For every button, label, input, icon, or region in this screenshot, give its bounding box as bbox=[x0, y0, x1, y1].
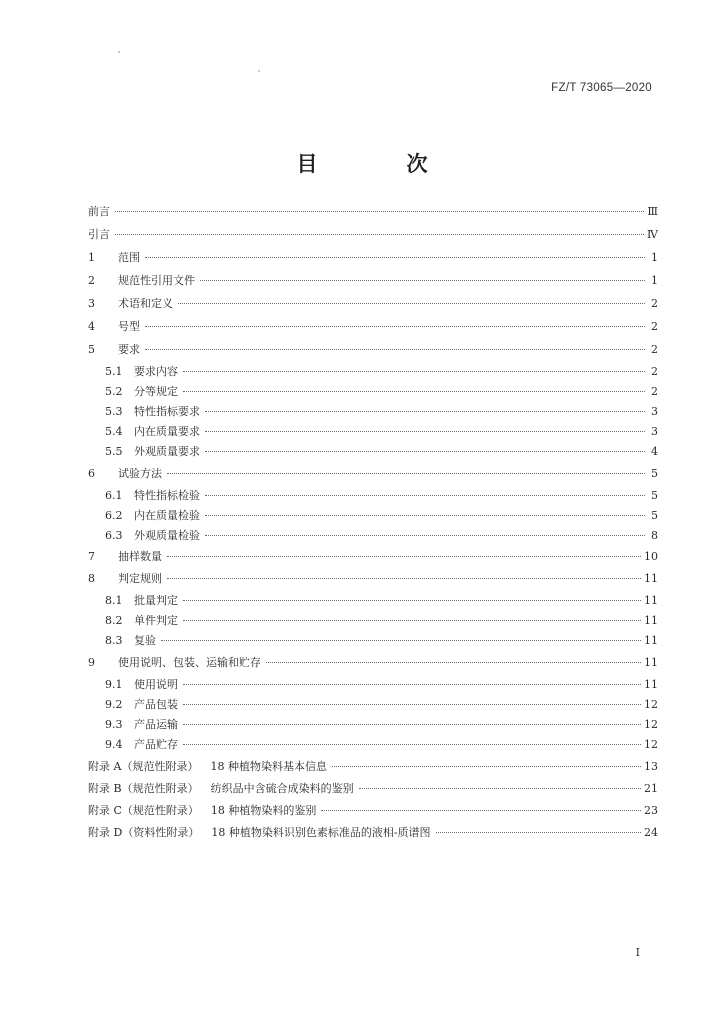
toc-entry[interactable] bbox=[88, 318, 658, 336]
toc-entry-number: 9.1 bbox=[105, 678, 123, 691]
dot-leader bbox=[145, 256, 645, 258]
toc-entry-title: 内在质量要求 bbox=[134, 425, 200, 438]
toc-entry-number: 8.2 bbox=[105, 614, 123, 627]
toc-entry-title: 批量判定 bbox=[134, 594, 178, 607]
toc-entry-number: 6 bbox=[88, 467, 95, 480]
toc-entry[interactable] bbox=[88, 487, 658, 505]
toc-entry-title: 术语和定义 bbox=[118, 297, 173, 310]
toc-entry-title: 使用说明 bbox=[134, 678, 178, 691]
toc-entry-title: 外观质量检验 bbox=[134, 529, 200, 542]
toc-entry-page: 11 bbox=[644, 634, 658, 647]
toc-entry-label bbox=[88, 403, 202, 421]
toc-entry-page: 11 bbox=[644, 678, 658, 691]
dot-leader bbox=[183, 743, 641, 745]
dot-leader bbox=[205, 430, 645, 432]
toc-entry-number: 6.1 bbox=[105, 489, 123, 502]
toc-entry-number: 8.3 bbox=[105, 634, 123, 647]
toc-entry-page: 11 bbox=[644, 594, 658, 607]
dot-leader bbox=[183, 599, 641, 601]
toc-entry[interactable] bbox=[88, 465, 658, 483]
toc-entry-title: 单件判定 bbox=[134, 614, 178, 627]
toc-entry[interactable] bbox=[88, 592, 658, 610]
toc-entry-page: 2 bbox=[651, 297, 658, 310]
toc-entry-number: 附录 D（资料性附录） bbox=[88, 826, 200, 839]
toc-entry[interactable] bbox=[88, 403, 658, 421]
toc-entry[interactable] bbox=[88, 272, 658, 290]
toc-entry-label bbox=[88, 592, 180, 610]
toc-entry-title: 前言 bbox=[88, 205, 110, 218]
scan-speck bbox=[258, 70, 260, 72]
toc-entry[interactable] bbox=[88, 203, 658, 221]
toc-entry-label bbox=[88, 272, 197, 290]
toc-entry-page: 2 bbox=[651, 385, 658, 398]
toc-entry-page: 3 bbox=[651, 405, 658, 418]
toc-entry[interactable] bbox=[88, 341, 658, 359]
toc-entry-title: 复验 bbox=[134, 634, 156, 647]
toc-entry-number: 附录 A（规范性附录） bbox=[88, 760, 199, 773]
toc-entry-number: 8 bbox=[88, 572, 95, 585]
toc-entry-title: 分等规定 bbox=[134, 385, 178, 398]
page-title: 目 次 bbox=[296, 151, 462, 176]
toc-entry-page: 1 bbox=[651, 274, 658, 287]
dot-leader bbox=[167, 577, 641, 579]
toc-entry[interactable] bbox=[88, 758, 658, 776]
toc-entry-page: 24 bbox=[644, 826, 658, 839]
toc-entry-number: 5.4 bbox=[105, 425, 123, 438]
toc-entry[interactable] bbox=[88, 612, 658, 630]
toc-entry-page: Ⅲ bbox=[647, 205, 658, 218]
toc-entry-number: 7 bbox=[88, 550, 95, 563]
toc-entry[interactable] bbox=[88, 295, 658, 313]
dot-leader bbox=[115, 210, 644, 212]
toc-entry-page: 5 bbox=[651, 509, 658, 522]
toc-entry[interactable] bbox=[88, 443, 658, 461]
dot-leader bbox=[205, 450, 645, 452]
toc-entry-number: 9 bbox=[88, 656, 95, 669]
dot-leader bbox=[183, 723, 641, 725]
toc-entry-label bbox=[88, 527, 202, 545]
toc-entry-label bbox=[88, 203, 112, 221]
toc-entry-title: 产品贮存 bbox=[134, 738, 178, 751]
toc-entry[interactable] bbox=[88, 383, 658, 401]
toc-entry-title: 号型 bbox=[118, 320, 140, 333]
toc-entry-page: 8 bbox=[651, 529, 658, 542]
toc-entry-title: 内在质量检验 bbox=[134, 509, 200, 522]
toc-entry-page: 1 bbox=[651, 251, 658, 264]
toc-entry-number: 5.3 bbox=[105, 405, 123, 418]
toc-entry-label bbox=[88, 570, 164, 588]
toc-entry[interactable] bbox=[88, 654, 658, 672]
toc-entry-label bbox=[88, 824, 433, 842]
toc-entry-page: 12 bbox=[644, 698, 658, 711]
toc-entry-label bbox=[88, 758, 329, 776]
toc-entry-title: 要求内容 bbox=[134, 365, 178, 378]
toc-entry-title: 特性指标检验 bbox=[134, 489, 200, 502]
dot-leader bbox=[205, 494, 645, 496]
toc-entry-label bbox=[88, 226, 112, 244]
toc-entry-page: 2 bbox=[651, 320, 658, 333]
toc-entry-title: 18 种植物染料的鉴别 bbox=[210, 804, 317, 817]
toc-entry-page: 2 bbox=[651, 365, 658, 378]
toc-entry[interactable] bbox=[88, 548, 658, 566]
toc-entry-label bbox=[88, 676, 180, 694]
toc-entry-title: 要求 bbox=[118, 343, 140, 356]
toc-entry[interactable] bbox=[88, 570, 658, 588]
toc-entry-page: 23 bbox=[644, 804, 658, 817]
toc-entry-label bbox=[88, 632, 158, 650]
toc-entry[interactable] bbox=[88, 363, 658, 381]
dot-leader bbox=[205, 410, 645, 412]
toc-entry-title: 18 种植物染料基本信息 bbox=[210, 760, 327, 773]
toc-entry[interactable] bbox=[88, 696, 658, 714]
toc-entry-number: 8.1 bbox=[105, 594, 123, 607]
standard-code: FZ/T 73065—2020 bbox=[551, 82, 652, 94]
dot-leader bbox=[145, 348, 645, 350]
toc-entry-title: 产品包装 bbox=[134, 698, 178, 711]
toc-entry[interactable] bbox=[88, 249, 658, 267]
toc-entry-page: Ⅳ bbox=[647, 228, 658, 241]
toc-entry-label bbox=[88, 341, 142, 359]
page-folio: I bbox=[635, 946, 640, 959]
dot-leader bbox=[183, 370, 645, 372]
dot-leader bbox=[145, 325, 645, 327]
dot-leader bbox=[183, 703, 641, 705]
toc-entry-page: 13 bbox=[644, 760, 658, 773]
toc-entry-page: 21 bbox=[644, 782, 658, 795]
dot-leader bbox=[183, 683, 641, 685]
toc-entry-page: 2 bbox=[651, 343, 658, 356]
toc-entry[interactable] bbox=[88, 676, 658, 694]
toc-entry-title: 特性指标要求 bbox=[134, 405, 200, 418]
toc-entry-page: 10 bbox=[644, 550, 658, 563]
toc-entry-number: 附录 C（规范性附录） bbox=[88, 804, 199, 817]
toc-entry-label bbox=[88, 548, 164, 566]
toc-entry-number: 9.3 bbox=[105, 718, 123, 731]
toc-entry-label bbox=[88, 423, 202, 441]
toc-entry-number: 5.1 bbox=[105, 365, 123, 378]
toc-entry[interactable] bbox=[88, 226, 658, 244]
toc-entry-page: 5 bbox=[651, 467, 658, 480]
toc-entry-number: 5.5 bbox=[105, 445, 123, 458]
dot-leader bbox=[321, 809, 641, 811]
toc-entry[interactable] bbox=[88, 780, 658, 798]
toc-entry-label bbox=[88, 487, 202, 505]
dot-leader bbox=[178, 302, 645, 304]
toc-entry-title: 试验方法 bbox=[118, 467, 162, 480]
toc-entry-label bbox=[88, 716, 180, 734]
toc-entry-title: 纺织品中含硫合成染料的鉴别 bbox=[210, 782, 354, 795]
toc-entry-page: 11 bbox=[644, 614, 658, 627]
toc-entry[interactable] bbox=[88, 423, 658, 441]
toc-entry-number: 6.3 bbox=[105, 529, 123, 542]
toc-entry-label bbox=[88, 465, 164, 483]
toc-entry-label bbox=[88, 654, 263, 672]
toc-entry-label bbox=[88, 696, 180, 714]
toc-entry-number: 9.4 bbox=[105, 738, 123, 751]
toc-entry[interactable] bbox=[88, 824, 658, 842]
toc-entry-page: 4 bbox=[651, 445, 658, 458]
toc-entry-number: 3 bbox=[88, 297, 95, 310]
toc-entry-label bbox=[88, 443, 202, 461]
toc-entry[interactable] bbox=[88, 632, 658, 650]
toc-entry-page: 12 bbox=[644, 718, 658, 731]
toc-entry-label bbox=[88, 295, 175, 313]
toc-entry-page: 3 bbox=[651, 425, 658, 438]
dot-leader bbox=[266, 661, 641, 663]
dot-leader bbox=[200, 279, 645, 281]
dot-leader bbox=[115, 233, 644, 235]
toc-entry-title: 抽样数量 bbox=[118, 550, 162, 563]
toc-entry-label bbox=[88, 612, 180, 630]
dot-leader bbox=[436, 831, 641, 833]
dot-leader bbox=[183, 619, 641, 621]
toc-entry-number: 5.2 bbox=[105, 385, 123, 398]
toc-entry-number: 4 bbox=[88, 320, 95, 333]
toc-entry-number: 1 bbox=[88, 251, 95, 264]
scan-speck bbox=[118, 51, 120, 53]
toc-entry-label bbox=[88, 736, 180, 754]
toc-entry-title: 18 种植物染料识别色素标准品的液相-质谱图 bbox=[211, 826, 431, 839]
dot-leader bbox=[167, 555, 641, 557]
toc-entry-number: 6.2 bbox=[105, 509, 123, 522]
toc-entry-number: 5 bbox=[88, 343, 95, 356]
toc-entry-label bbox=[88, 507, 202, 525]
toc-entry[interactable] bbox=[88, 716, 658, 734]
toc-entry-label bbox=[88, 383, 180, 401]
toc-entry-label bbox=[88, 249, 142, 267]
dot-leader bbox=[359, 787, 641, 789]
toc-entry-page: 12 bbox=[644, 738, 658, 751]
toc-entry-title: 外观质量要求 bbox=[134, 445, 200, 458]
toc-entry-page: 11 bbox=[644, 572, 658, 585]
toc-entry[interactable] bbox=[88, 802, 658, 820]
dot-leader bbox=[332, 765, 641, 767]
toc-entry-number: 附录 B（规范性附录） bbox=[88, 782, 199, 795]
dot-leader bbox=[183, 390, 645, 392]
toc-entry-label bbox=[88, 780, 356, 798]
toc-entry-label bbox=[88, 802, 318, 820]
toc-entry[interactable] bbox=[88, 736, 658, 754]
dot-leader bbox=[205, 534, 645, 536]
toc-entry-title: 规范性引用文件 bbox=[118, 274, 195, 287]
toc-entry[interactable] bbox=[88, 507, 658, 525]
toc-entry-page: 5 bbox=[651, 489, 658, 502]
toc-entry-title: 范围 bbox=[118, 251, 140, 264]
toc-entry-label bbox=[88, 363, 180, 381]
dot-leader bbox=[161, 639, 641, 641]
toc-entry-number: 9.2 bbox=[105, 698, 123, 711]
toc-entry-title: 使用说明、包装、运输和贮存 bbox=[118, 656, 261, 669]
toc-entry-page: 11 bbox=[644, 656, 658, 669]
toc-entry[interactable] bbox=[88, 527, 658, 545]
toc-entry-title: 引言 bbox=[88, 228, 110, 241]
toc-entry-title: 产品运输 bbox=[134, 718, 178, 731]
toc-entry-title: 判定规则 bbox=[118, 572, 162, 585]
toc-entry-label bbox=[88, 318, 142, 336]
toc-entry-number: 2 bbox=[88, 274, 95, 287]
dot-leader bbox=[205, 514, 645, 516]
dot-leader bbox=[167, 472, 645, 474]
